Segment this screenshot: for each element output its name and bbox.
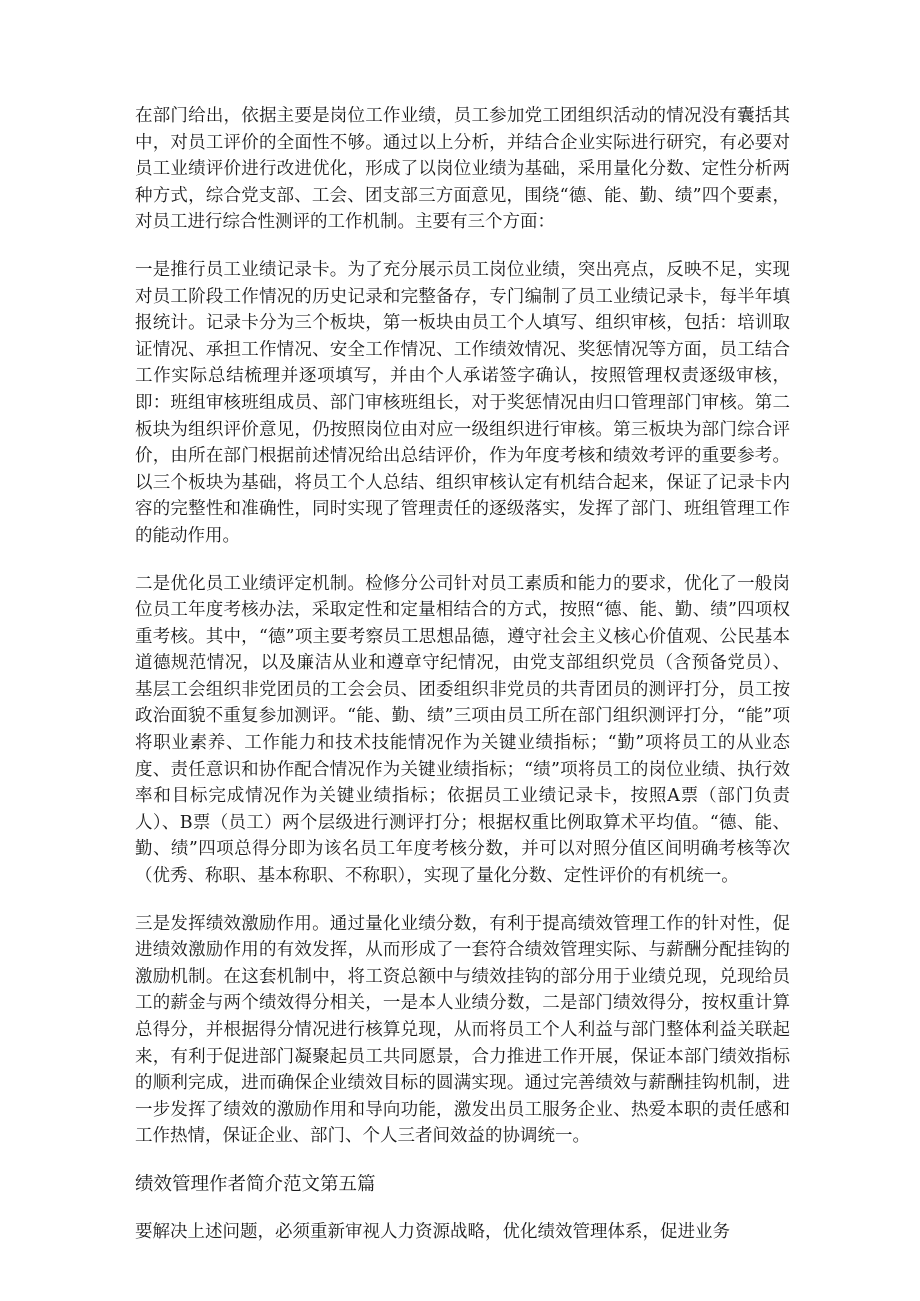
paragraph-final: 要解决上述问题，必须重新审视人力资源战略，优化绩效管理体系，促进业务: [135, 1221, 730, 1242]
paragraph-record-card: 一是推行员工业绩记录卡。为了充分展示员工岗位业绩，突出亮点，反映不足，实现对员工阶段工作情况的历史记录和完整备存，专门编制了员工业绩记录卡，每半年填报统计。记录卡分为三个板块，第一板块由员工个人填写、组织审核，包括：培训取证情况、承担工作情况、安全工作情况、工作绩效情况、奖惩情况等方面，员工结合工作实际总结梳理并逐项填写，并由个人承诺签字确认，按照管理权责逐级审核，即：班组审核班组成员、部门审核班组长，对于奖惩情况由归口管理部门审核。第二板块为组织评价意见，仍按照岗位由对应一级组织进行审核。第三板块为部门综合评价，由所在部门根据前述情况给出总结评价，作为年度考核和绩效考评的重要参考。以三个板块为基础，将员工个人总结、组织审核认定有机结合起来，保证了记录卡内容的完整性和准确性，同时实现了管理责任的逐级落实，发挥了部门、班组管理工作的能动作用。: [135, 259, 790, 546]
section-heading: 绩效管理作者简介范文第五篇: [135, 1173, 376, 1195]
paragraph-incentive: 三是发挥绩效激励作用。通过量化业绩分数，有利于提高绩效管理工作的针对性，促进绩效激励作用的有效发挥，从而形成了一套符合绩效管理实际、与薪酬分配挂钩的激励机制。在这套机制中，将工资总额中与绩效挂钩的部分用于业绩兑现，兑现给员工的薪金与两个绩效得分相关，一是本人业绩分数，二是部门绩效得分，按权重计算总得分，并根据得分情况进行核算兑现，从而将员工个人利益与部门整体利益关联起来，有利于促进部门凝聚起员工共同愿景，合力推进工作开展，保证本部门绩效指标的顺利完成，进而确保企业绩效目标的圆满实现。通过完善绩效与薪酬挂钩机制，进一步发挥了绩效的激励作用和导向功能，激发出员工服务企业、热爱本职的责任感和工作热情，保证企业、部门、个人三者间效益的协调统一。: [135, 913, 790, 1147]
document-page: [135, 103, 790, 1246]
paragraph-intro: 在部门给出，依据主要是岗位工作业绩，员工参加党工团组织活动的情况没有囊括其中，对员工评价的全面性不够。通过以上分析，并结合企业实际进行研究，有必要对员工业绩评价进行改进优化，形成了以岗位业绩为基础，采用量化分数、定性分析两种方式，综合党支部、工会、团支部三方面意见，围绕“德、能、勤、绩”四个要素，对员工进行综合性测评的工作机制。主要有三个方面：: [135, 106, 790, 233]
paragraph-evaluation-mechanism: 二是优化员工业绩评定机制。检修分公司针对员工素质和能力的要求，优化了一般岗位员工年度考核办法，采取定性和定量相结合的方式，按照“德、能、勤、绩”四项权重考核。其中，“德”项主要考察员工思想品德，遵守社会主义核心价值观、公民基本道德规范情况，以及廉洁从业和遵章守纪情况，由党支部组织党员（含预备党员）、基层工会组织非党团员的工会会员、团委组织非党员的共青团员的测评打分，员工按政治面貌不重复参加测评。“能、勤、绩”三项由员工所在部门组织测评打分，“能”项将职业素养、工作能力和技术技能情况作为关键业绩指标；“勤”项将员工的从业态度、责任意识和协作配合情况作为关键业绩指标；“绩”项将员工的岗位业绩、执行效率和目标完成情况作为关键业绩指标；依据员工业绩记录卡，按照A票（部门负责人）、B票（员工）两个层级进行测评打分；根据权重比例取算术平均值。“德、能、勤、绩”四项总得分即为该名员工年度考核分数，并可以对照分值区间明确考核等次（优秀、称职、基本称职、不称职），实现了量化分数、定性评价的有机统一。: [135, 573, 790, 887]
